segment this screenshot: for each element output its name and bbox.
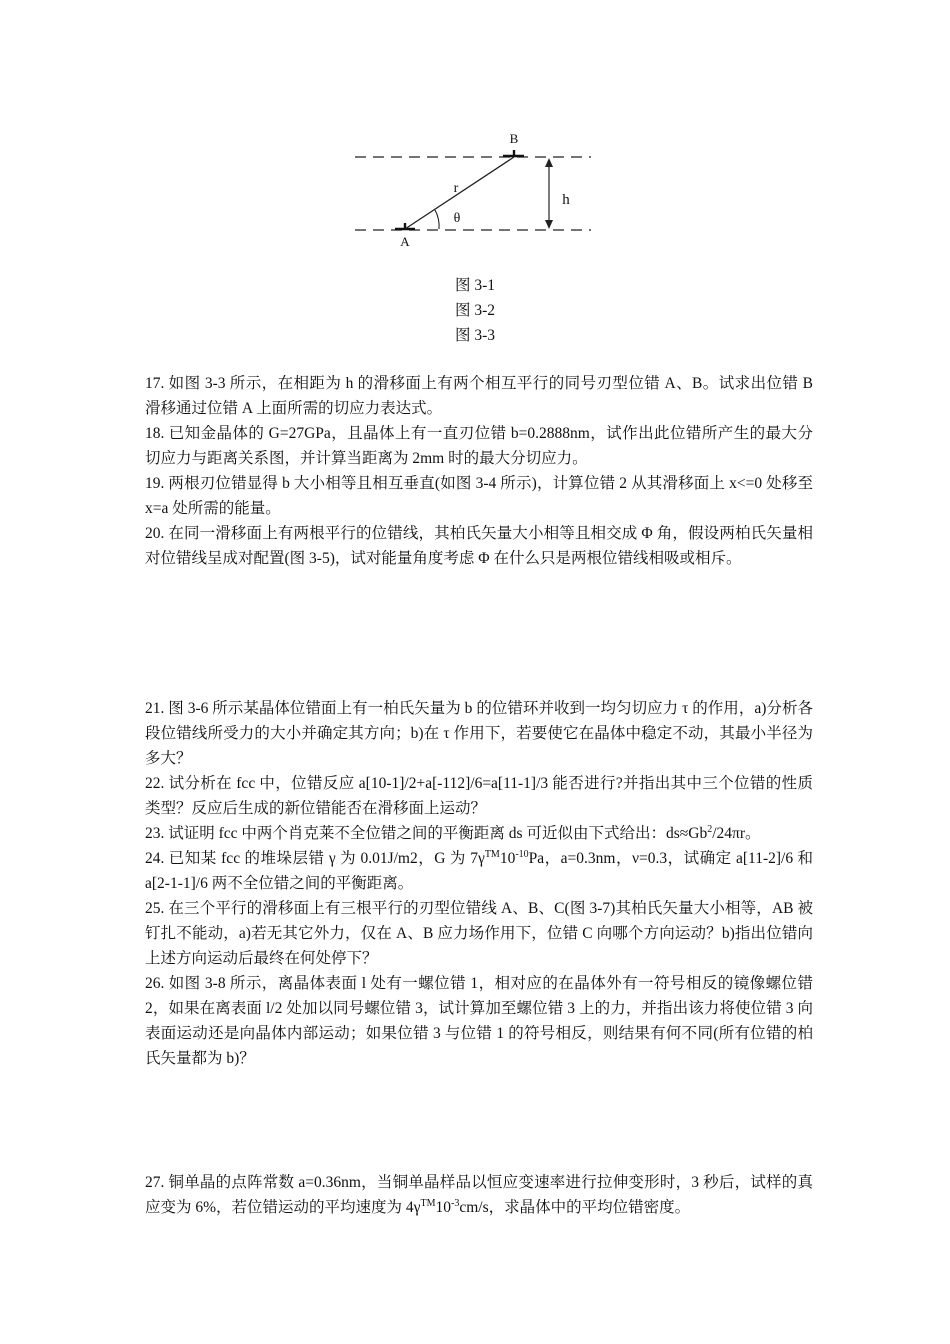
label-a: A	[400, 234, 410, 249]
question-17: 17. 如图 3-3 所示，在相距为 h 的滑移面上有两个相互平行的同号刃型位错 A、B。试求出位错 B 滑移通过位错 A 上面所需的切应力表达式。	[145, 375, 813, 417]
label-h: h	[562, 192, 570, 208]
dislocation-figure	[353, 124, 593, 257]
label-theta: θ	[453, 211, 461, 226]
label-r: r	[453, 181, 459, 196]
question-18: 18. 已知金晶体的 G=27GPa，且晶体上有一直刃位错 b=0.2888nm，试作出此位错所产生的最大分切应力与距离关系图，并计算当距离为 2mm 时的最大分切应力。	[145, 425, 813, 467]
question-20: 20. 在同一滑移面上有两根平行的位错线，其柏氏矢量大小相等且相交成 Φ 角，假设两柏氏矢量相对位错线呈成对配置(图 3-5)，试对能量角度考虑 Φ 在什么只是两根位错线相吸或相斥。	[145, 525, 813, 567]
questions-17-20	[145, 371, 813, 571]
caption-3-3: 图 3-3	[454, 327, 496, 344]
question-19: 19. 两根刃位错显得 b 大小相等且相互垂直(如图 3-4 所示)，计算位错 2 从其滑移面上 x<=0 处移至 x=a 处所需的能量。	[145, 475, 813, 517]
question-25: 25. 在三个平行的滑移面上有三根平行的刃型位错线 A、B、C(图 3-7)其柏氏矢量大小相等，AB 被钉扎不能动，a)若无其它外力，仅在 A、B 应力场作用下，位错 C 向哪个方向运动？b)指出位错向上述方向运动后最终在何处停下？	[145, 900, 813, 967]
question-27-block	[145, 1170, 813, 1220]
question-24: 24. 已知某 fcc 的堆垛层错 γ 为 0.01J/m2，G 为 $7\gamma™10^{-10}Pa$，a=0.3nm，ν=0.3，试确定 a[11-2]/6 和 a[2-1-1]/6 两不全位错之间的平衡距离。	[145, 848, 813, 892]
caption-3-1: 图 3-1	[454, 277, 496, 294]
question-21: 21. 图 3-6 所示某晶体位错面上有一柏氏矢量为 b 的位错环并收到一均匀切应力 τ 的作用，a)分析各段位错线所受力的大小并确定其方向；b)在 τ 作用下，若要使它在晶体中稳定不动，其最小半径为多大？	[145, 700, 813, 767]
caption-3-2: 图 3-2	[454, 302, 496, 319]
question-27: 27. 铜单晶的点阵常数 a=0.36nm，当铜单晶样品以恒应变速率进行拉伸变形时，3 秒后，试样的真应变为 6%，若位错运动的平均速度为 $4\gamma™10^{-3}cm/s$，求晶体中的平均位错密度。	[145, 1174, 813, 1216]
dislocation-diagram	[353, 124, 593, 257]
question-26: 26. 如图 3-8 所示，离晶体表面 l 处有一螺位错 1，相对应的在晶体外有一符号相反的镜像螺位错 2，如果在离表面 l/2 处加以同号螺位错 3，试计算加至螺位错 3 上的力，并指出该力将使位错 3 向表面运动还是向晶体内部运动；如果位错 3 与位错 1 的符号相反，则结果有何不同(所有位错的柏氏矢量都为 b)？	[145, 975, 813, 1067]
questions-21-26	[145, 696, 813, 1071]
figure-captions	[0, 273, 950, 348]
question-23: 23. 试证明 fcc 中两个肖克莱不全位错之间的平衡距离 ds 可近似由下式给出：$ds\approx Gb^2/24\pi r$。	[145, 823, 761, 842]
question-22: 22. 试分析在 fcc 中，位错反应 a[10-1]/2+a[-112]/6=a[11-1]/3 能否进行?并指出其中三个位错的性质类型？反应后生成的新位错能否在滑移面上运动？	[145, 775, 813, 817]
label-b: B	[509, 131, 519, 146]
